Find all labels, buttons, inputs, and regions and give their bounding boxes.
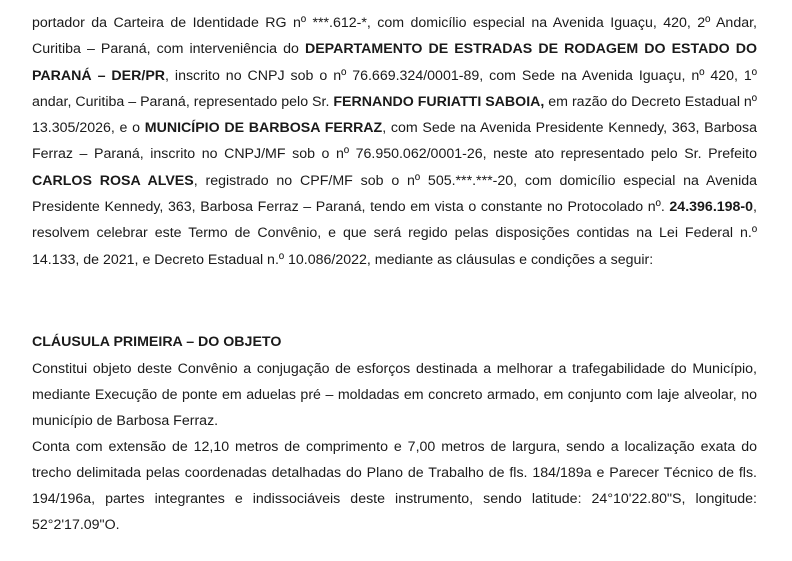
cropped-top-edge xyxy=(0,0,792,8)
object-paragraph: Constitui objeto deste Convênio a conjugação de esforços destinada a melhorar a trafegabilidade do Município, mediante Execução de ponte em aduelas pré – moldadas em concreto armado, em conjunto com laje alveolar, no município de Barbosa Ferraz. xyxy=(32,361,757,429)
preamble-text-3: em razão do Decreto Estadual nº 13.305/2026, e o xyxy=(32,93,757,137)
representative-name: FERNANDO FURIATTI SABOIA, xyxy=(333,93,545,110)
mayor-name: CARLOS ROSA ALVES xyxy=(32,172,194,189)
preamble-text-1: portador da Carteira de Identidade RG nº ***.612-*, com domicílio especial na Avenida Iguaçu, 420, 2º Andar, Curitiba – Paraná, com interveniência do xyxy=(32,15,757,58)
protocol-number: 24.396.198-0 xyxy=(669,199,754,216)
der-pr-name: DEPARTAMENTO DE ESTRADAS DE RODAGEM DO ESTADO DO PARANÁ – DER/PR xyxy=(32,41,757,84)
preamble-text-4: , com Sede na Avenida Presidente Kennedy, 363, Barbosa Ferraz – Paraná, inscrito no CNPJ/MF sob o nº 76.950.062/0001-26, neste ato representado pelo Sr. Prefeito xyxy=(32,120,757,163)
clause-heading: CLÁUSULA PRIMEIRA – DO OBJETO xyxy=(32,334,282,350)
preamble-text-2: , inscrito no CNPJ sob o nº 76.669.324/0001-89, com Sede na Avenida Iguaçu, nº 420, 1º andar, Curitiba – Paraná, representado pelo Sr. xyxy=(32,67,757,110)
preamble-paragraph xyxy=(32,10,757,273)
preamble-text-5: , registrado no CPF/MF sob o nº 505.***.***-20, com domicílio especial na Avenida Presidente Kennedy, 363, Barbosa Ferraz – Paraná, tendo em vista o constante no Protocolado nº. xyxy=(32,172,758,216)
municipality-name: MUNICÍPIO DE BARBOSA FERRAZ xyxy=(144,120,383,137)
preamble-text-6: , resolvem celebrar este Termo de Convênio, e que será regido pelas disposições contidas na Lei Federal n.º 14.133, de 2021, e Decreto Estadual n.º 10.086/2022, mediante as cláusulas e condições a seguir: xyxy=(32,199,757,268)
extension-paragraph: Conta com extensão de 12,10 metros de comprimento e 7,00 metros de largura, sendo a localização exata do trecho delimitada pelas coordenadas detalhadas do Plano de Trabalho de fls. 184/189a e Parecer Técnico de fls. 194/196a, partes integrantes e indissociáveis deste instrumento, sendo latitude: 24°10'22.80"S, longitude: 52°2'17.09"O. xyxy=(32,439,757,533)
